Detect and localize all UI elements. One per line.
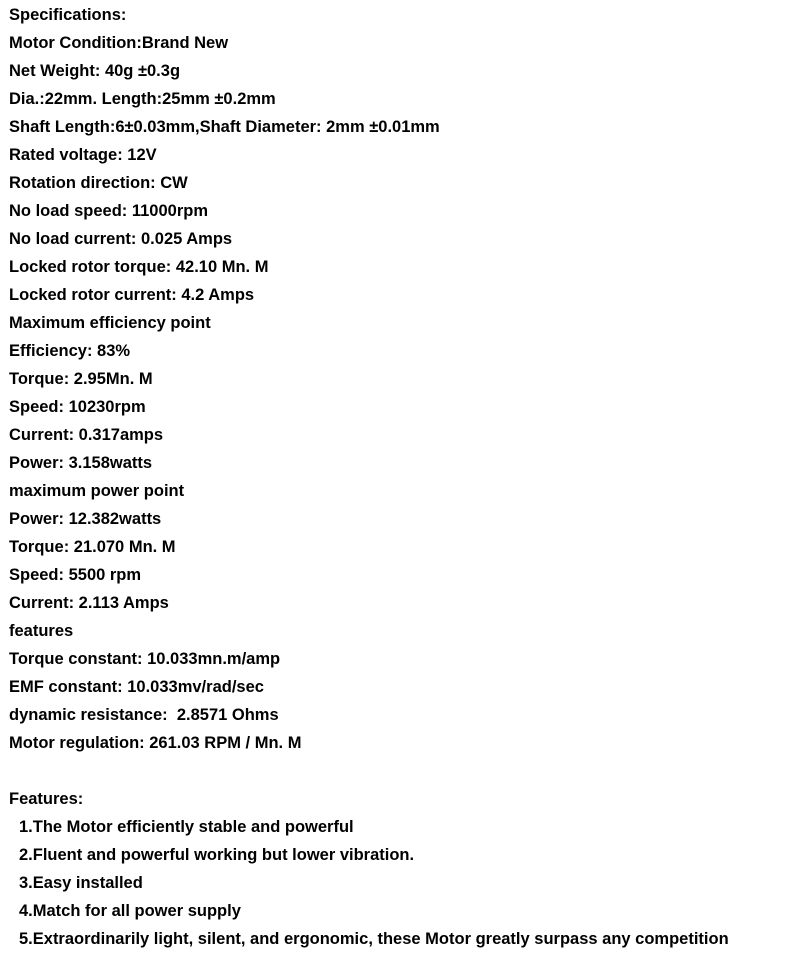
spec-line-rated-voltage: Rated voltage: 12V (9, 146, 157, 164)
spec-line-torque-max: Torque: 21.070 Mn. M (9, 538, 176, 556)
feature-item: 3.Easy installed (19, 874, 143, 892)
spec-line-dynamic-resistance: dynamic resistance: 2.8571 Ohms (9, 706, 279, 724)
spec-line-speed-max: Speed: 5500 rpm (9, 566, 142, 584)
spec-line-torque-efficiency: Torque: 2.95Mn. M (9, 370, 153, 388)
feature-item: 2.Fluent and powerful working but lower vibration. (19, 846, 415, 864)
spec-line-max-power-point: maximum power point (9, 482, 185, 500)
spec-line-max-efficiency-point: Maximum efficiency point (9, 314, 211, 332)
spec-line-no-load-current: No load current: 0.025 Amps (9, 230, 233, 248)
spec-line-efficiency: Efficiency: 83% (9, 342, 131, 360)
spec-line-dimensions: Dia.:22mm. Length:25mm ±0.2mm (9, 90, 276, 108)
spec-line-rotation-direction: Rotation direction: CW (9, 174, 188, 192)
feature-item: 5.Extraordinarily light, silent, and ergonomic, these Motor greatly surpass any competition (19, 930, 729, 948)
spec-line-power-efficiency: Power: 3.158watts (9, 454, 153, 472)
spec-line-locked-rotor-current: Locked rotor current: 4.2 Amps (9, 286, 255, 304)
specifications-heading: Specifications: (9, 6, 127, 24)
spec-line-current-max: Current: 2.113 Amps (9, 594, 169, 612)
spec-line-motor-condition: Motor Condition:Brand New (9, 34, 229, 52)
spec-line-locked-rotor-torque: Locked rotor torque: 42.10 Mn. M (9, 258, 269, 276)
feature-item: 1.The Motor efficiently stable and powerful (19, 818, 354, 836)
product-description (9, 4, 784, 956)
spec-line-emf-constant: EMF constant: 10.033mv/rad/sec (9, 678, 264, 696)
spec-line-no-load-speed: No load speed: 11000rpm (9, 202, 208, 220)
spec-line-shaft: Shaft Length:6±0.03mm,Shaft Diameter: 2mm ±0.01mm (9, 118, 440, 136)
spec-line-torque-constant: Torque constant: 10.033mn.m/amp (9, 650, 281, 668)
spec-line-features-label: features (9, 622, 74, 640)
spec-line-speed-efficiency: Speed: 10230rpm (9, 398, 146, 416)
section-spacer (9, 760, 784, 788)
spec-line-motor-regulation: Motor regulation: 261.03 RPM / Mn. M (9, 734, 302, 752)
spec-line-net-weight: Net Weight: 40g ±0.3g (9, 62, 181, 80)
feature-item: 4.Match for all power supply (19, 902, 241, 920)
spec-line-current-efficiency: Current: 0.317amps (9, 426, 164, 444)
features-heading: Features: (9, 790, 84, 808)
spec-line-power-max: Power: 12.382watts (9, 510, 162, 528)
